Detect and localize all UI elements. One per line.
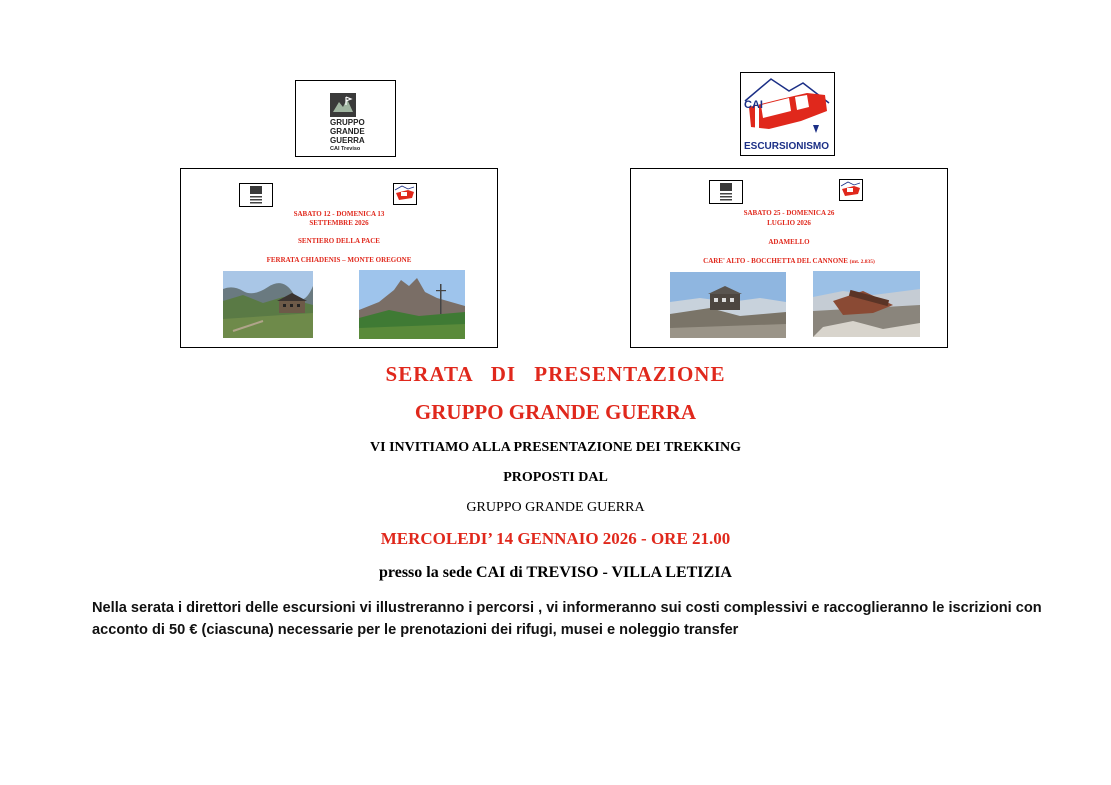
- ggg-line1: GRUPPO: [330, 118, 365, 127]
- cai-mini-icon: [394, 184, 416, 204]
- ggg-line2: GRANDE: [330, 127, 365, 136]
- ggg-logo-text: [330, 118, 380, 154]
- title-gruppo: GRUPPO GRANDE GUERRA: [414, 400, 697, 424]
- card-ggg-logo: [709, 180, 743, 204]
- event-datetime: MERCOLEDI’ 14 GENNAIO 2026 - ORE 21.00: [380, 529, 731, 548]
- invite-line1: VI INVITIAMO ALLA PRESENTAZIONE DEI TREKKING: [370, 440, 741, 455]
- card-left-route: FERRATA CHIADENIS – MONTE OREGONE: [266, 256, 412, 264]
- ggg-logo: [295, 80, 396, 157]
- ggg-logo-icon: [330, 93, 356, 117]
- card-left-area: SENTIERO DELLA PACE: [298, 237, 380, 245]
- card-left-date2: SETTEMBRE 2026: [309, 219, 369, 227]
- ggg-mini-icon: [720, 183, 732, 201]
- card-right-date1: SABATO 25 - DOMENICA 26: [743, 209, 835, 217]
- title-serata: SERATA DI PRESENTAZIONE: [385, 362, 726, 386]
- trek-card-chiadenis: [180, 168, 498, 348]
- trek-card-adamello: [630, 168, 948, 348]
- photo-rifugio-mountains: [223, 271, 313, 338]
- cai-logo-bottom-text: ESCURSIONISMO: [744, 141, 830, 152]
- card-cai-logo: [393, 183, 417, 205]
- invite-line2: PROPOSTI DAL: [503, 470, 608, 485]
- event-venue: presso la sede CAI di TREVISO - VILLA LETIZIA: [379, 564, 732, 581]
- ggg-line3: GUERRA: [330, 136, 365, 145]
- card-left-date1: SABATO 12 - DOMENICA 13: [293, 210, 385, 218]
- ggg-line4: CAI Treviso: [330, 146, 361, 152]
- card-ggg-logo: [239, 183, 273, 207]
- invite-line3: GRUPPO GRANDE GUERRA: [466, 500, 645, 515]
- photo-rifugio-care-alto: [670, 272, 786, 338]
- card-right-area: ADAMELLO: [768, 238, 810, 246]
- event-description: Nella serata i direttori delle escursioni vi illustreranno i percorsi , vi informeranno sui costi complessivi e raccoglieranno le iscrizioni con acconto di 50 € (ciascuna) necessarie per le prenotazioni dei rifugi, musei e noleggio transfer: [92, 600, 1042, 638]
- card-right-route-line: [631, 257, 947, 267]
- cai-escursionismo-logo: [740, 72, 835, 156]
- cai-logo-top-text: CAI: [744, 99, 763, 111]
- card-right-route: CARE' ALTO - BOCCHETTA DEL CANNONE: [703, 257, 848, 265]
- card-cai-logo: [839, 179, 863, 201]
- cai-mini-icon: [840, 180, 862, 200]
- card-right-date2: LUGLIO 2026: [767, 219, 811, 227]
- ggg-mini-icon: [250, 186, 262, 204]
- photo-bocchetta-cannone: [813, 271, 920, 337]
- photo-monte-oregone: [359, 270, 465, 339]
- card-right-altitude: (mt. 2.835): [849, 259, 875, 265]
